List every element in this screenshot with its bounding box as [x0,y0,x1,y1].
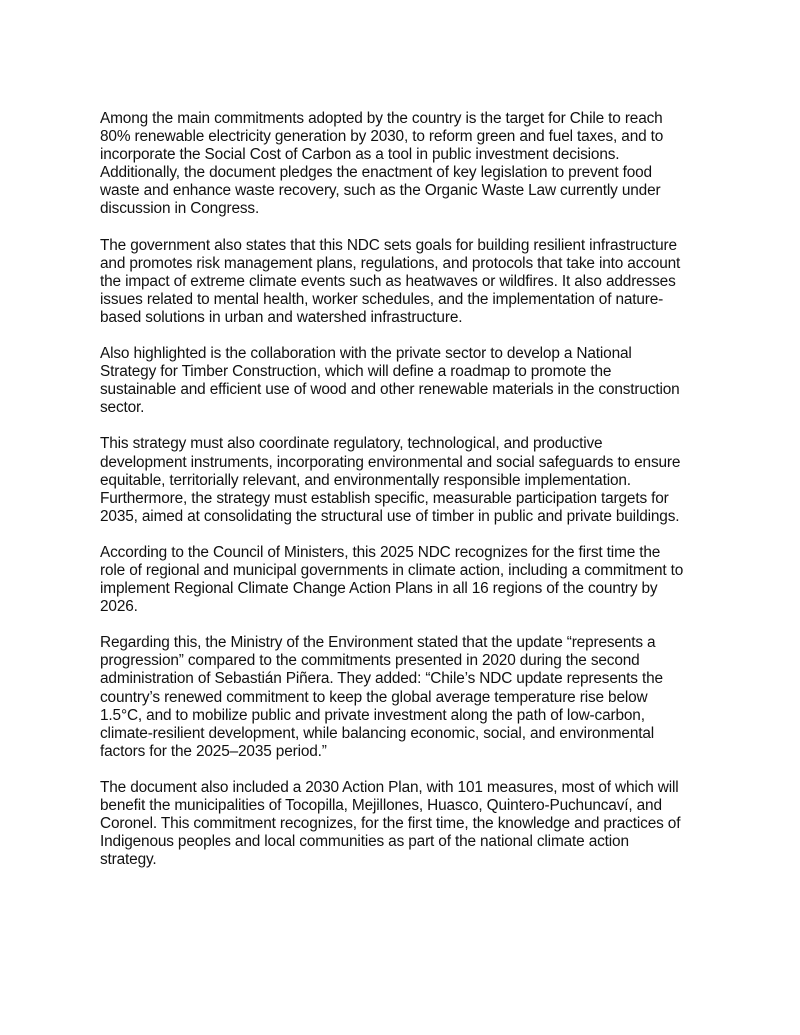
text-line: Additionally, the document pledges the enactment of key legislation to prevent food [100,164,652,182]
text-line: According to the Council of Ministers, this 2025 NDC recognizes for the first time the [100,543,661,561]
text-line: incorporate the Social Cost of Carbon as a tool in public investment decisions. [100,146,620,164]
paragraph-ministry-statement [100,634,700,761]
text-line: waste and enhance waste recovery, such as the Organic Waste Law currently under [100,182,661,200]
paragraph-strategy-coordination [100,435,700,525]
text-line: issues related to mental health, worker schedules, and the implementation of nature- [100,290,664,308]
text-line: Among the main commitments adopted by the country is the target for Chile to reach [100,110,663,127]
text-line: climate-resilient development, while balancing economic, social, and environmental [100,724,655,742]
text-line: Strategy for Timber Construction, which will define a roadmap to promote the [100,363,612,381]
text-line: sustainable and efficient use of wood and other renewable materials in the construction [100,381,680,399]
text-line: 80% renewable electricity generation by 2030, to reform green and fuel taxes, and to [100,128,664,146]
text-line: Furthermore, the strategy must establish specific, measurable participation targets for [100,489,669,507]
text-line: administration of Sebastián Piñera. They added: “Chile’s NDC update represents the [100,670,663,688]
text-line: This strategy must also coordinate regulatory, technological, and productive [100,435,603,453]
text-line: implement Regional Climate Change Action Plans in all 16 regions of the country by [100,580,658,598]
text-line: 1.5°C, and to mobilize public and private investment along the path of low-carbon, [100,706,645,724]
paragraph-action-plan [100,779,700,869]
text-line: Also highlighted is the collaboration with the private sector to develop a National [100,345,632,363]
document-body [100,110,700,887]
text-line: the impact of extreme climate events such as heatwaves or wildfires. It also addresses [100,272,676,290]
paragraph-resilient-infrastructure [100,237,700,327]
paragraph-commitments [100,110,700,219]
paragraph-regional-governments [100,544,700,616]
text-line: country’s renewed commitment to keep the global average temperature rise below [100,688,648,706]
text-line: discussion in Congress. [100,200,260,218]
text-line: Regarding this, the Ministry of the Environment stated that the update “represents a [100,634,656,652]
text-line: 2035, aimed at consolidating the structural use of timber in public and private buildings. [100,507,680,525]
paragraph-timber-strategy [100,345,700,417]
text-line: and promotes risk management plans, regulations, and protocols that take into account [100,254,681,272]
text-line: strategy. [100,851,157,869]
text-line: benefit the municipalities of Tocopilla, Mejillones, Huasco, Quintero-Puchuncaví, and [100,797,662,814]
text-line: progression” compared to the commitments presented in 2020 during the second [100,652,640,670]
text-line: 2026. [100,598,138,616]
text-line: based solutions in urban and watershed infrastructure. [100,308,463,326]
text-line: role of regional and municipal governments in climate action, including a commitment to [100,561,684,579]
text-line: The document also included a 2030 Action Plan, with 101 measures, most of which will [100,778,679,796]
text-line: equitable, territorially relevant, and environmentally responsible implementation. [100,471,631,489]
text-line: Indigenous peoples and local communities as part of the national climate action [100,833,629,851]
text-line: The government also states that this NDC sets goals for building resilient infrastructure [100,236,677,254]
text-line: factors for the 2025–2035 period.” [100,742,327,760]
text-line: Coronel. This commitment recognizes, for the first time, the knowledge and practices of [100,815,681,833]
text-line: development instruments, incorporating environmental and social safeguards to ensure [100,453,681,471]
text-line: sector. [100,399,145,417]
